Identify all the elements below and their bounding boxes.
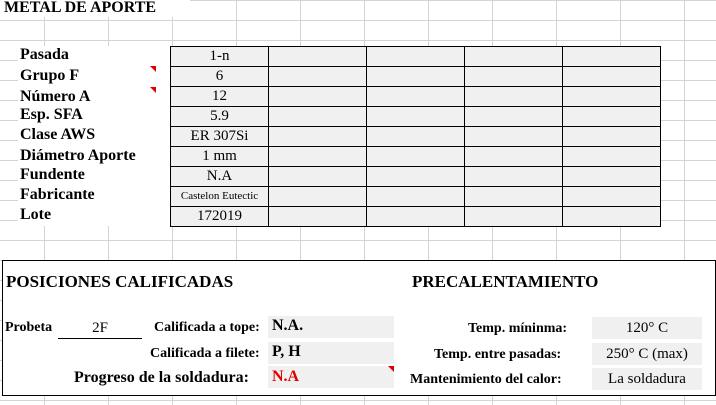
empty-cell[interactable] <box>465 107 563 127</box>
empty-cell[interactable] <box>367 207 465 227</box>
value-cell[interactable]: 5.9 <box>171 107 269 127</box>
value-cell[interactable]: N.A <box>171 167 269 187</box>
empty-cell[interactable] <box>367 127 465 147</box>
row-label-clase-aws: Clase AWS <box>20 126 96 143</box>
empty-cell[interactable] <box>367 167 465 187</box>
probeta-value[interactable]: 2F <box>58 318 142 339</box>
empty-cell[interactable] <box>269 147 367 167</box>
empty-cell[interactable] <box>563 67 661 87</box>
tope-label: Calificada a tope: <box>154 320 260 335</box>
temp-inter-label: Temp. entre pasadas: <box>434 347 562 362</box>
table-row <box>171 67 661 87</box>
value-cell[interactable]: 1-n <box>171 47 269 67</box>
empty-cell[interactable] <box>465 47 563 67</box>
value-cell[interactable]: 6 <box>171 67 269 87</box>
progreso-label: Progreso de la soldadura: <box>74 369 249 386</box>
table-row <box>171 107 661 127</box>
row-label-fabricante: Fabricante <box>20 186 95 203</box>
row-label-grupo-f: Grupo F <box>20 67 80 84</box>
table-row <box>171 187 661 207</box>
empty-cell[interactable] <box>367 67 465 87</box>
table-row <box>171 147 661 167</box>
empty-cell[interactable] <box>367 107 465 127</box>
empty-cell[interactable] <box>367 87 465 107</box>
empty-cell[interactable] <box>269 67 367 87</box>
empty-cell[interactable] <box>465 147 563 167</box>
comment-marker[interactable] <box>150 87 156 93</box>
positions-heading: POSICIONES CALIFICADAS <box>6 272 234 291</box>
table-row <box>171 167 661 187</box>
section-title: METAL DE APORTE <box>4 0 157 16</box>
empty-cell[interactable] <box>465 87 563 107</box>
empty-cell[interactable] <box>269 87 367 107</box>
table-row <box>171 47 661 67</box>
comment-marker[interactable] <box>388 366 394 372</box>
temp-min-value[interactable]: 120° C <box>592 317 702 339</box>
empty-cell[interactable] <box>563 147 661 167</box>
value-cell[interactable]: 12 <box>171 87 269 107</box>
empty-cell[interactable] <box>465 207 563 227</box>
row-label-diametro: Diámetro Aporte <box>20 147 136 164</box>
empty-cell[interactable] <box>269 127 367 147</box>
empty-cell[interactable] <box>563 107 661 127</box>
empty-cell[interactable] <box>367 47 465 67</box>
temp-inter-value[interactable]: 250° C (max) <box>592 343 702 365</box>
empty-cell[interactable] <box>269 207 367 227</box>
value-cell[interactable]: ER 307Si <box>171 127 269 147</box>
empty-cell[interactable] <box>269 167 367 187</box>
row-label-fundente: Fundente <box>20 166 85 183</box>
filler-metal-grid <box>170 46 661 227</box>
table-row <box>171 207 661 227</box>
value-cell[interactable]: Castelon Eutectic <box>171 187 269 207</box>
empty-cell[interactable] <box>465 67 563 87</box>
empty-cell[interactable] <box>563 187 661 207</box>
empty-cell[interactable] <box>269 187 367 207</box>
empty-cell[interactable] <box>563 127 661 147</box>
empty-cell[interactable] <box>563 207 661 227</box>
table-row <box>171 127 661 147</box>
empty-cell[interactable] <box>269 107 367 127</box>
empty-cell[interactable] <box>563 87 661 107</box>
tope-value: N.A. <box>272 317 304 334</box>
filete-value: P, H <box>272 343 301 360</box>
temp-min-label: Temp. míninma: <box>468 321 568 336</box>
empty-cell[interactable] <box>465 127 563 147</box>
empty-cell[interactable] <box>563 167 661 187</box>
empty-cell[interactable] <box>367 187 465 207</box>
table-row <box>171 87 661 107</box>
row-label-lote: Lote <box>20 206 52 223</box>
filete-label: Calificada a filete: <box>150 346 260 361</box>
maint-label: Mantenimiento del calor: <box>410 372 562 387</box>
value-cell[interactable]: 172019 <box>171 207 269 227</box>
comment-marker[interactable] <box>150 66 156 72</box>
progreso-value: N.A <box>272 368 300 385</box>
maint-value[interactable]: La soldadura <box>592 368 702 390</box>
row-label-esp-sfa: Esp. SFA <box>20 106 83 123</box>
empty-cell[interactable] <box>465 167 563 187</box>
empty-cell[interactable] <box>367 147 465 167</box>
empty-cell[interactable] <box>269 47 367 67</box>
row-label-pasada: Pasada <box>20 46 69 63</box>
preheat-heading: PRECALENTAMIENTO <box>412 272 599 291</box>
value-cell[interactable]: 1 mm <box>171 147 269 167</box>
probeta-label: Probeta <box>5 320 53 335</box>
row-label-numero-a: Número A <box>20 88 91 105</box>
empty-cell[interactable] <box>465 187 563 207</box>
empty-cell[interactable] <box>563 47 661 67</box>
